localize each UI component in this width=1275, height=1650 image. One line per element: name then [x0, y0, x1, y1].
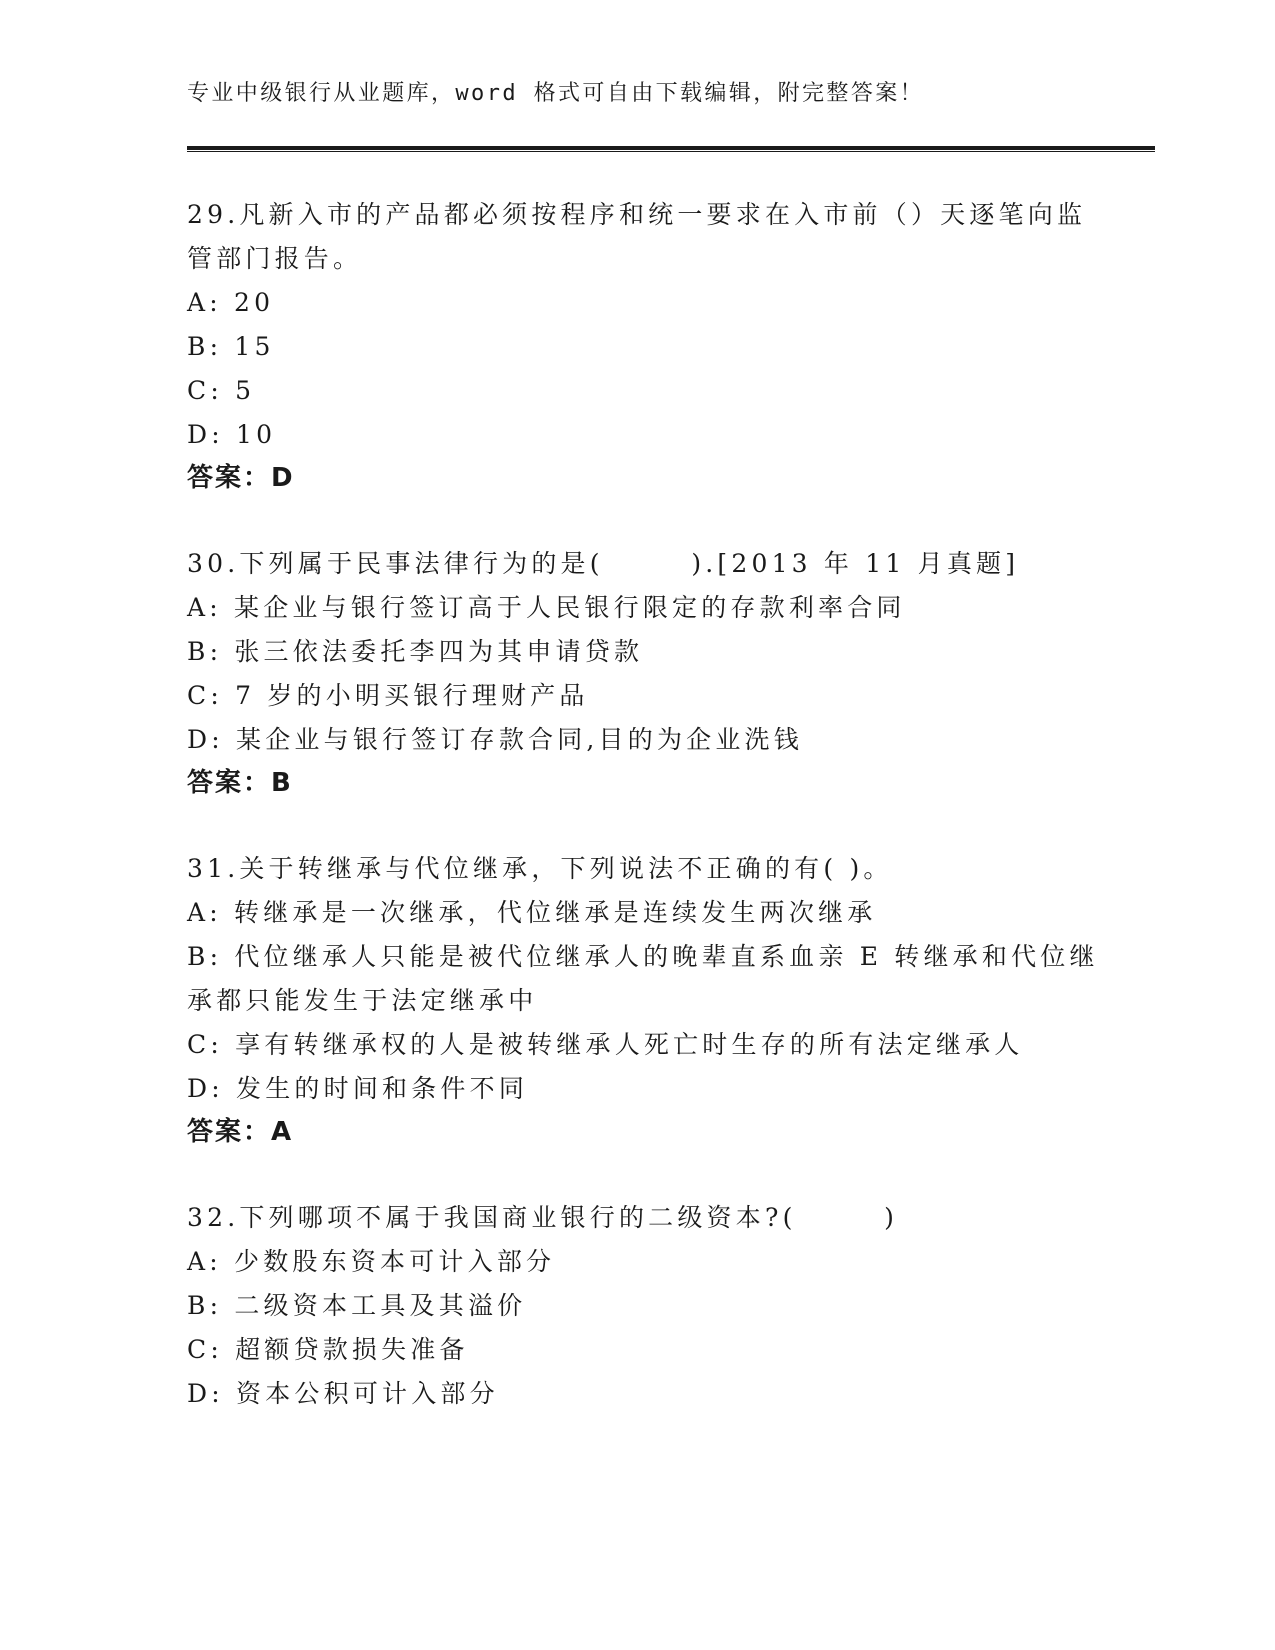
question-29-option-d: D: 10: [187, 420, 277, 449]
header-divider: [187, 146, 1155, 150]
question-29-option-b: B: 15: [187, 332, 275, 361]
question-31-option-d: D: 发生的时间和条件不同: [187, 1074, 529, 1103]
page-header: 专业中级银行从业题库，word 格式可自由下载编辑，附完整答案！: [187, 81, 925, 106]
question-29-stem: 29.凡新入市的产品都必须按程序和统一要求在入市前（）天逐笔向监: [187, 200, 1087, 229]
question-32-option-c: C: 超额贷款损失准备: [187, 1335, 469, 1364]
question-31-option-c: C: 享有转继承权的人是被转继承人死亡时生存的所有法定继承人: [187, 1030, 1024, 1059]
question-31-option-a: A: 转继承是一次继承，代位继承是连续发生两次继承: [187, 898, 877, 927]
question-31-stem: 31.关于转继承与代位继承，下列说法不正确的有( )。: [187, 854, 893, 883]
question-32-stem: 32.下列哪项不属于我国商业银行的二级资本?( ): [187, 1203, 899, 1232]
question-29-stem-cont: 管部门报告。: [187, 244, 363, 273]
question-30-option-c: C: 7 岁的小明买银行理财产品: [187, 681, 589, 710]
question-31-answer: 答案：A: [187, 1117, 294, 1147]
question-30-option-a: A: 某企业与银行签订高于人民银行限定的存款利率合同: [187, 593, 906, 622]
question-31-option-b: B: 代位继承人只能是被代位继承人的晚辈直系血亲 E 转继承和代位继: [187, 942, 1099, 971]
question-30-option-d: D: 某企业与银行签订存款合同,目的为企业洗钱: [187, 725, 803, 754]
question-30-option-b: B: 张三依法委托李四为其申请贷款: [187, 637, 644, 666]
question-29-option-c: C: 5: [187, 376, 256, 405]
question-32-option-b: B: 二级资本工具及其溢价: [187, 1291, 527, 1320]
question-31-option-b-cont: 承都只能发生于法定继承中: [187, 986, 538, 1015]
question-32-option-d: D: 资本公积可计入部分: [187, 1379, 499, 1408]
question-29-answer: 答案：D: [187, 463, 295, 493]
question-32-option-a: A: 少数股东资本可计入部分: [187, 1247, 556, 1276]
question-30-stem: 30.下列属于民事法律行为的是( ).[2013 年 11 月真题]: [187, 549, 1020, 578]
question-30-answer: 答案：B: [187, 768, 293, 798]
question-29-option-a: A: 20: [187, 288, 275, 317]
